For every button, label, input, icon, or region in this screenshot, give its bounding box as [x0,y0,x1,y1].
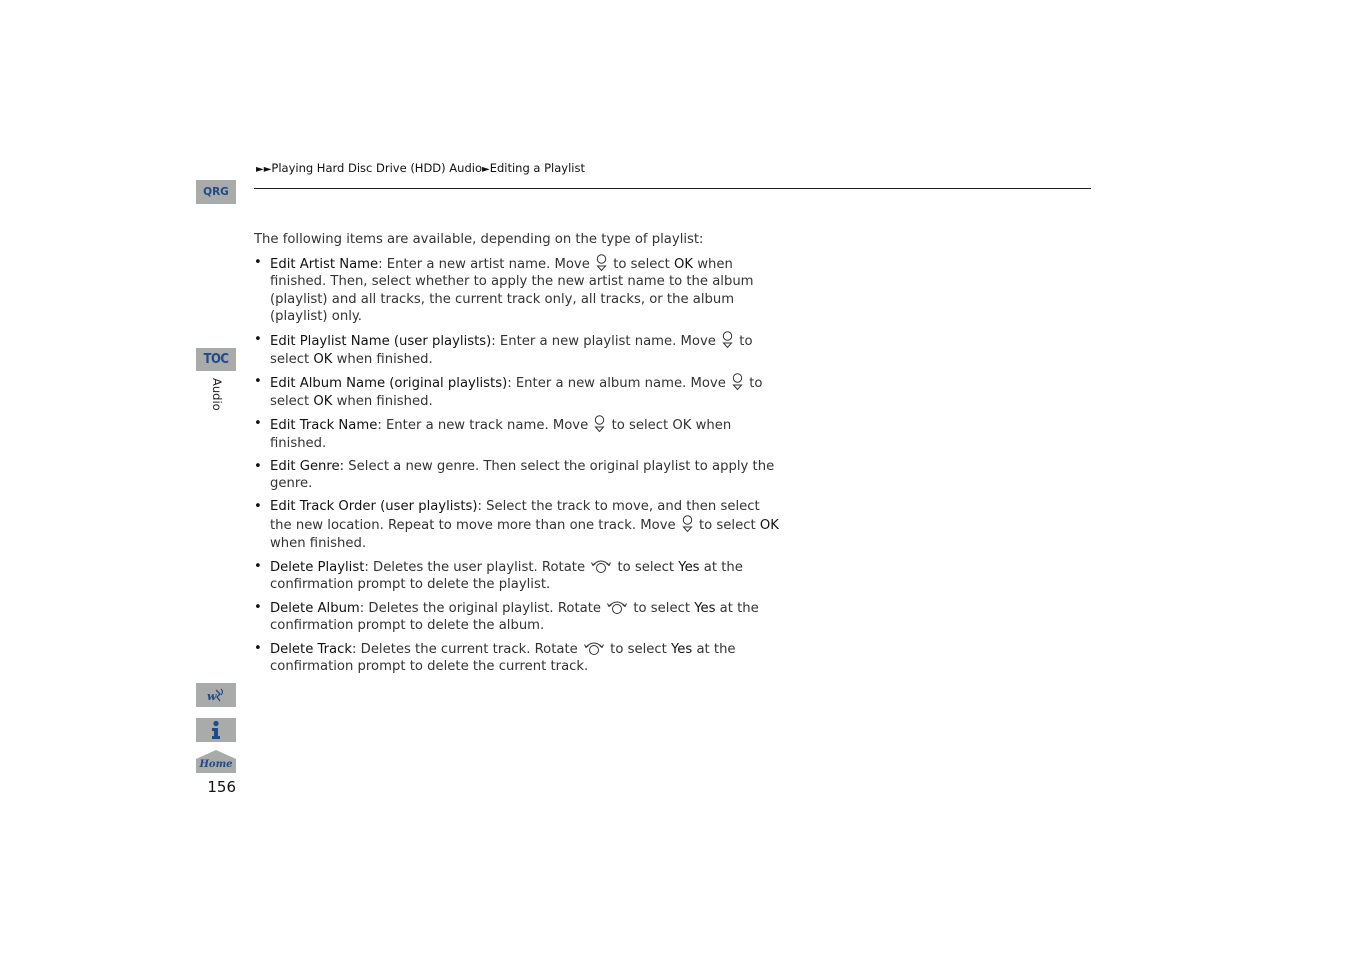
list-item-delete-playlist [254,558,784,594]
bullet: • [254,558,262,574]
bullet: • [254,458,262,474]
list-item-edit-genre [254,458,784,493]
bullet: • [254,498,262,514]
voice-command-button[interactable] [196,683,236,707]
item-text: to select [270,333,753,367]
qrg-label: QRG [203,186,229,198]
item-text: to select [629,600,695,616]
bullet: • [254,254,262,270]
move-down-knob-icon [593,415,606,433]
item-text: : Enter a new playlist name. Move [491,333,721,349]
home-icon [196,750,236,773]
intro-text: The following items are available, depending on the type of playlist: [254,232,704,247]
breadcrumb [256,161,585,175]
item-text: : Enter a new artist name. Move [378,256,595,272]
bullet: • [254,416,262,432]
item-text: : Enter a new album name. Move [507,376,731,392]
ok-keyword: OK [759,518,779,534]
item-term: Delete Album [270,600,360,616]
yes-keyword: Yes [694,600,716,616]
list-item-delete-track [254,640,784,676]
item-text: when finished. Then, select whether to apply the new artist name to the album (playlist) and all tracks, the current track only, all tracks, or the album (playlist) only. [270,256,754,325]
yes-keyword: Yes [678,559,700,575]
item-text: Select a new genre. Then select the original playlist to apply the genre. [270,458,775,492]
move-down-knob-icon [595,254,608,272]
item-text: : Deletes the user playlist. Rotate [364,559,590,575]
toc-label: TOC [203,352,229,367]
item-text: to select OK when finished. [270,418,732,451]
item-term: Edit Album Name (original playlists) [270,376,508,392]
list-item-edit-playlist-name [254,331,784,368]
list-item-edit-album-name [254,373,784,410]
item-text: at the confirmation prompt to delete the playlist. [270,559,743,593]
item-term: Delete Playlist [270,559,365,575]
breadcrumb-section-link[interactable]: Playing Hard Disc Drive (HDD) Audio [271,161,482,175]
ok-keyword: OK [674,256,694,272]
voice-command-icon [206,686,226,704]
bullet: • [254,599,262,615]
info-button[interactable] [196,718,236,742]
item-text: to select [609,256,675,272]
move-down-knob-icon [721,331,734,349]
breadcrumb-arrows: ►► [256,164,272,175]
list-item-delete-album [254,599,784,635]
item-text: to select [270,376,763,409]
item-text: to select [694,518,760,534]
home-label: Home [199,759,233,770]
item-term: Delete Track [270,641,353,657]
options-list [254,254,784,676]
item-text: when finished. [332,351,433,367]
move-down-knob-icon [681,515,694,533]
item-text: : Deletes the current track. Rotate [352,641,582,657]
bullet: • [254,640,262,656]
item-text: when finished. [332,393,433,409]
yes-keyword: Yes [670,641,693,657]
item-text: when finished. [270,535,367,551]
toc-button[interactable] [196,348,236,371]
item-term: Edit Track Name [270,418,378,434]
item-term: Edit Playlist Name (user playlists) [270,333,492,349]
list-item-edit-track-name [254,415,784,452]
ok-keyword: OK [313,393,333,409]
item-text: : Enter a new track name. Move [377,418,593,434]
item-text: : Deletes the original playlist. Rotate [359,600,606,616]
main-content [254,231,784,681]
item-text: : Select the track to move, and then select the new location. Repeat to move more than one track. Move [270,498,760,534]
item-term: Edit Artist Name [270,256,379,272]
qrg-button[interactable] [196,180,236,204]
page-number: 156 [207,778,236,796]
item-term: Edit Track Order (user playlists) [270,498,478,514]
bullet: • [254,331,262,347]
item-term: Edit Genre: [270,458,345,474]
list-item-edit-artist-name [254,254,784,326]
breadcrumb-current-page: Editing a Playlist [489,161,585,175]
info-icon [209,720,223,740]
ok-keyword: OK [313,351,333,367]
svg-text:w: w [207,690,217,703]
rotate-knob-icon [606,599,628,616]
rotate-knob-icon [583,640,605,657]
header-rule [254,188,1091,189]
home-button[interactable] [196,750,236,773]
breadcrumb-separator: ► [482,164,490,175]
item-text: at the confirmation prompt to delete the album. [270,600,759,634]
bullet: • [254,374,262,390]
item-text: at the confirmation prompt to delete the current track. [270,641,736,675]
item-text: to select [613,559,679,575]
rotate-knob-icon [590,558,612,575]
section-label: Audio [210,378,224,411]
item-text: to select [605,641,671,657]
list-item-edit-track-order [254,498,784,553]
move-down-knob-icon [731,373,744,391]
